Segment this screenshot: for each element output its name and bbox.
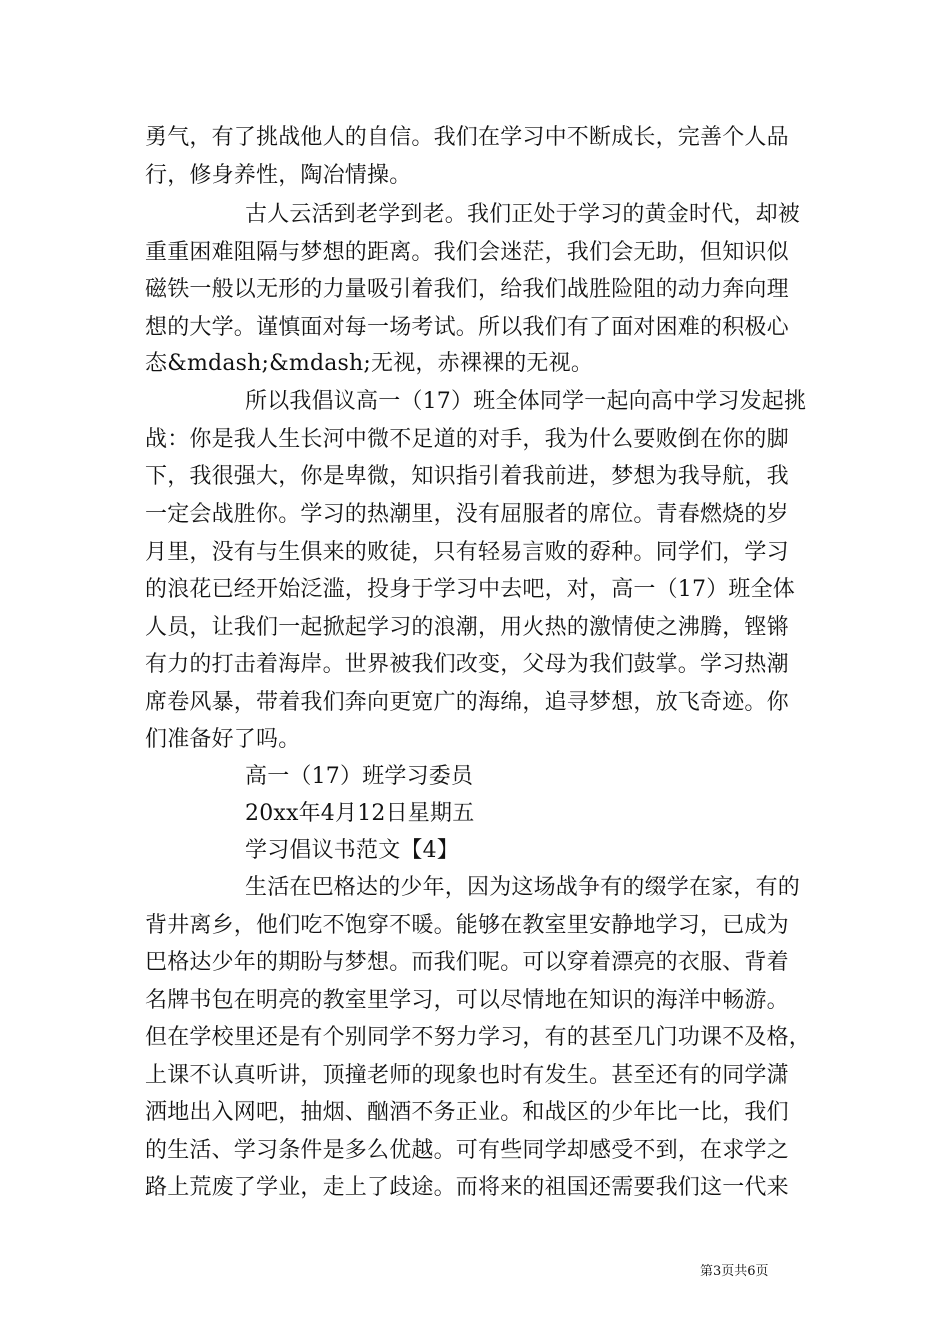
text-line: 态&mdash;&mdash;无视，赤裸裸的无视。 — [145, 351, 594, 376]
text-line: 行，修身养性，陶冶情操。 — [145, 163, 412, 188]
text-line: 磁铁一般以无形的力量吸引着我们，给我们战胜险阻的动力奔向理 — [145, 277, 789, 302]
text-line: 人员，让我们一起掀起学习的浪潮，用火热的激情使之沸腾，铿锵 — [145, 615, 789, 640]
section-heading: 学习倡议书范文【4】 — [245, 838, 459, 863]
text-line: 生活在巴格达的少年，因为这场战争有的缀学在家，有的 — [245, 875, 801, 900]
text-line: 巴格达少年的期盼与梦想。而我们呢。可以穿着漂亮的衣服、背着 — [145, 950, 789, 975]
text-line: 想的大学。谨慎面对每一场考试。所以我们有了面对困难的积极心 — [145, 315, 789, 340]
text-line: 古人云活到老学到老。我们正处于学习的黄金时代，却被 — [245, 202, 801, 227]
text-line: 一定会战胜你。学习的热潮里，没有屈服者的席位。青春燃烧的岁 — [145, 502, 789, 527]
text-line: 洒地出入网吧，抽烟、酗酒不务正业。和战区的少年比一比，我们 — [145, 1100, 789, 1125]
text-line: 勇气，有了挑战他人的自信。我们在学习中不断成长，完善个人品 — [145, 125, 789, 150]
text-line: 们准备好了吗。 — [145, 727, 301, 752]
date-line: 20xx年4月12日星期五 — [245, 801, 475, 826]
page-number: 第3页共6页 — [700, 1264, 769, 1279]
text-line: 但在学校里还是有个别同学不努力学习，有的甚至几门功课不及格， — [145, 1025, 812, 1050]
text-line: 有力的打击着海岸。世界被我们改变，父母为我们鼓掌。学习热潮 — [145, 652, 789, 677]
text-line: 战：你是我人生长河中微不足道的对手，我为什么要败倒在你的脚 — [145, 427, 789, 452]
text-line: 席卷风暴，带着我们奔向更宽广的海绵，追寻梦想，放飞奇迹。你 — [145, 690, 789, 715]
text-line: 重重困难阻隔与梦想的距离。我们会迷茫，我们会无助，但知识似 — [145, 240, 789, 265]
text-line: 的生活、学习条件是多么优越。可有些同学却感受不到，在求学之 — [145, 1138, 789, 1163]
text-line: 所以我倡议高一（17）班全体同学一起向高中学习发起挑 — [245, 389, 807, 414]
text-line: 背井离乡，他们吃不饱穿不暖。能够在教室里安静地学习，已成为 — [145, 913, 789, 938]
text-line: 上课不认真听讲，顶撞老师的现象也时有发生。甚至还有的同学潇 — [145, 1063, 789, 1088]
text-line: 路上荒废了学业，走上了歧途。而将来的祖国还需要我们这一代来 — [145, 1175, 789, 1200]
text-line: 下，我很强大，你是卑微，知识指引着我前进，梦想为我导航，我 — [145, 464, 789, 489]
text-line: 的浪花已经开始泛滥，投身于学习中去吧，对，高一（17）班全体 — [145, 577, 795, 602]
text-line: 月里，没有与生俱来的败徒，只有轻易言败的孬种。同学们，学习 — [145, 540, 789, 565]
text-line: 名牌书包在明亮的教室里学习，可以尽情地在知识的海洋中畅游。 — [145, 988, 789, 1013]
signature-line: 高一（17）班学习委员 — [245, 764, 474, 789]
